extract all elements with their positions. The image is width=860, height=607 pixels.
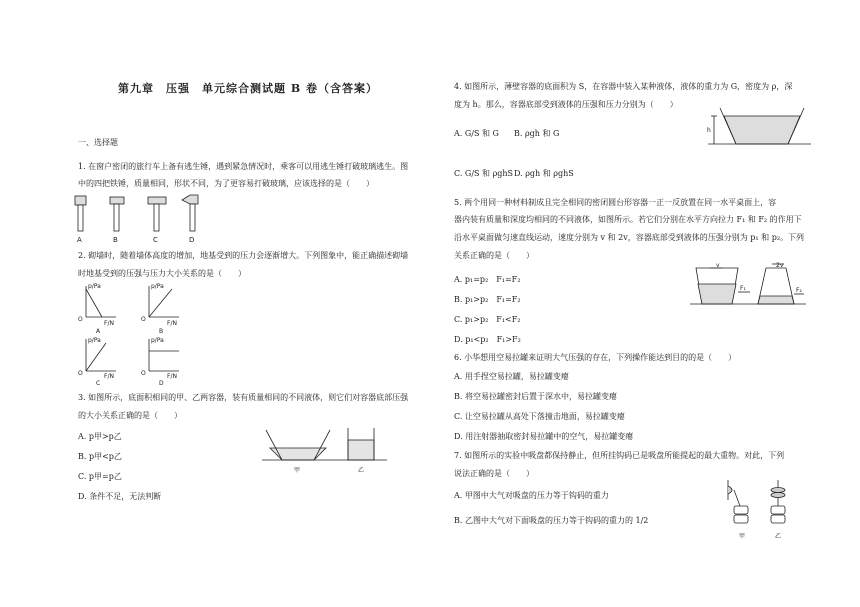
q2-label-a: A [96,328,101,335]
q5-containers-figure [688,262,808,314]
q7-option-a: A. 甲图中大气对吸盘的压力等于钩码的重力 [454,491,609,500]
q5-option-b: B. p₁>p₂ F₁=F₂ [454,295,521,304]
page-title: 第九章 压强 单元综合测试题 B 卷（含答案） [118,82,378,95]
q1-text-line2: 中的四把铁锤，质量相同，形状不同，为了更容易打破玻璃，应该选择的是（ ） [78,179,374,188]
q5-option-a: A. p₁=p₂ F₁=F₂ [454,275,521,284]
q3-option-b: B. p甲<p乙 [78,452,122,461]
q7-text-line1: 7. 如图所示的实验中吸盘都保持静止，但所挂钩码已是吸盘所能提起的最大重物。对此，下列 [454,451,785,460]
q3-text-line2: 的大小关系正确的是（ ） [78,411,182,420]
q2d-xlabel: F/N [167,373,177,380]
q6-option-c: C. 让空易拉罐从高处下落撞击地面，易拉罐变瘪 [454,412,625,421]
q4-container-figure [706,104,818,156]
q1-label-c: C [153,236,158,244]
q5-label-2v: 2v [776,262,784,269]
q2d-ylabel: p/Pa [151,337,164,344]
section-heading: 一、选择题 [78,138,118,147]
q2-text-line2: 时地基受到的压强与压力大小关系的是（ ） [78,269,246,278]
q7-label-yi: 乙 [775,533,782,540]
q1-hammers-figure [70,192,220,246]
q4-option-a: A. G/S 和 G [454,129,499,138]
q2d-origin: O [141,370,146,377]
q5-option-c: C. p₁>p₂ F₁<F₂ [454,315,521,324]
q7-suction-cups-figure [722,478,798,544]
q5-text-line3: 沿水平桌面做匀速直线运动，速度分别为 v 和 2v，容器底部受到液体的压强分别为 p₁ 和 p₂。下列 [454,233,805,242]
q5-text-line1: 5. 两个用同一种材料制成且完全相同的密闭圆台形容器一正一反放置在同一水平桌面上，容 [454,198,777,207]
q4-option-c: C. G/S 和 ρghS [454,169,514,178]
q2c-ylabel: p/Pa [88,337,101,344]
q4-label-h: h [707,127,711,134]
q7-option-b: B. 乙图中大气对下面吸盘的压力等于钩码的重力的 1/2 [454,516,649,525]
q2b-xlabel: F/N [167,320,177,327]
q5-text-line4: 关系正确的是（ ） [454,251,534,260]
q3-containers-figure [262,424,392,476]
q1-label-a: A [77,236,82,244]
q3-option-d: D. 条件不足，无法判断 [78,492,162,501]
q4-option-b: B. ρgh 和 G [514,129,560,138]
q1-label-b: B [113,236,118,244]
q3-label-yi: 乙 [358,467,365,474]
q1-text-line1: 1. 在窗户密闭的旅行车上备有逃生锤，遇到紧急情况时，乘客可以用逃生锤打破玻璃逃生。图 [78,162,409,171]
q3-text-line1: 3. 如图所示，底面积相同的甲、乙两容器，装有质量相同的不同液体，则它们对容器底部压强 [78,393,409,402]
q2a-origin: O [78,316,83,323]
q6-option-d: D. 用注射器抽取密封易拉罐中的空气，易拉罐变瘪 [454,432,634,441]
q7-text-line2: 说法正确的是（ ） [454,469,534,478]
q3-label-jia: 甲 [294,467,301,474]
q2b-origin: O [141,316,146,323]
q1-label-d: D [189,236,195,244]
q6-text-line1: 6. 小华想用空易拉罐来证明大气压强的存在，下列操作能达到目的的是（ ） [454,353,737,362]
q2-label-b: B [159,328,164,335]
q2-label-c: C [96,380,101,386]
q2a-ylabel: p/Pa [88,283,101,290]
q5-text-line2: 器内装有质量和深度均相同的不同液体，如图所示。若它们分别在水平方向拉力 F₁ 和 F₂ 的作用下 [454,215,802,224]
q5-label-f1: F₁ [740,285,746,292]
q3-option-c: C. p甲=p乙 [78,472,122,481]
q5-option-d: D. p₁<p₂ F₁>F₂ [454,335,521,344]
q6-option-a: A. 用手捏空易拉罐，易拉罐变瘪 [454,372,569,381]
q2-graphs-figure [74,281,194,386]
q2c-origin: O [78,370,83,377]
q5-label-v: v [716,262,720,269]
q2a-xlabel: F/N [104,320,114,327]
q4-text-line1: 4. 如图所示，薄壁容器的底面积为 S，在容器中装入某种液体，液体的重力为 G，密度为 ρ，深 [454,82,793,91]
q2-label-d: D [159,380,164,386]
q4-text-line2: 度为 h。那么，容器底部受到液体的压强和压力分别为（ ） [454,100,678,109]
q4-option-d: D. ρgh 和 ρghS [514,169,574,178]
q7-label-jia: 甲 [739,533,746,540]
q2-text-line1: 2. 砌墙时，随着墙体高度的增加，地基受到的压力会逐渐增大。下列图象中，能正确描述砌墙 [78,251,409,260]
q6-option-b: B. 将空易拉罐密封后置于深水中，易拉罐变瘪 [454,392,617,401]
q3-option-a: A. p甲>p乙 [78,432,122,441]
q2b-ylabel: p/Pa [151,283,164,290]
q5-label-f2: F₂ [796,287,802,294]
q2c-xlabel: F/N [104,373,114,380]
